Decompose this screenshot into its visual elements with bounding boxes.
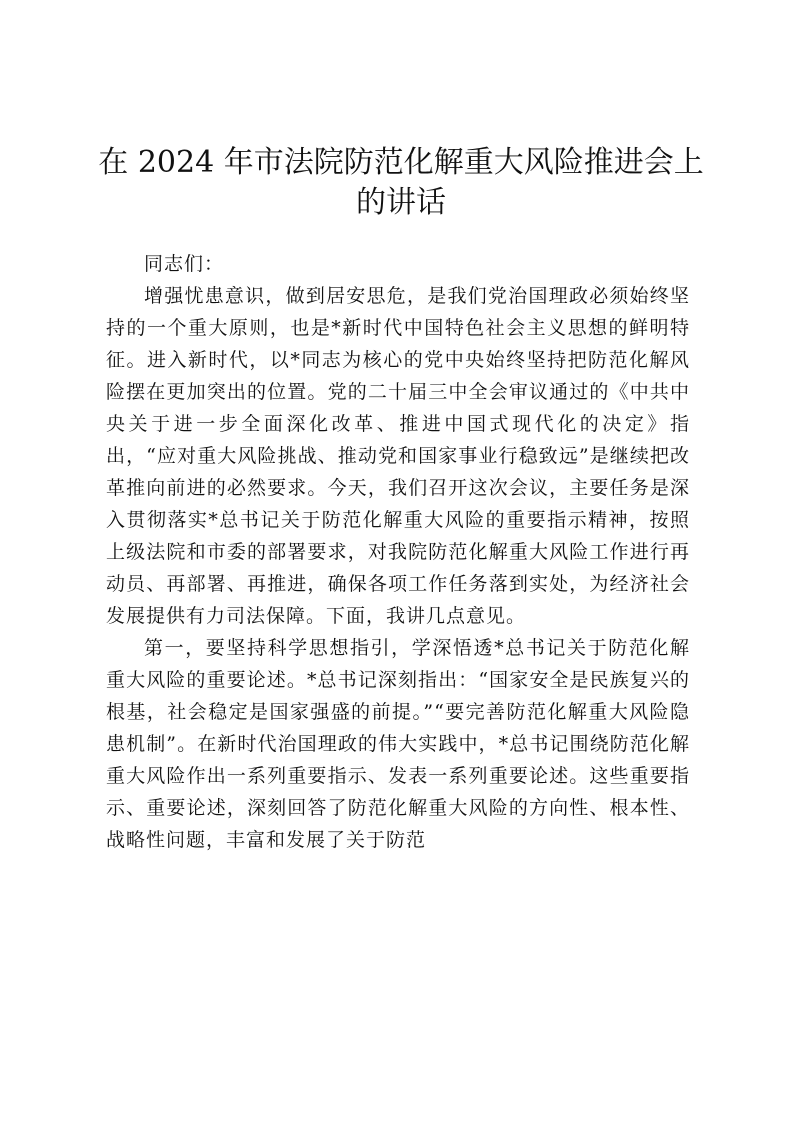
paragraph-1: 增强忧患意识，做到居安思危，是我们党治国理政必须始终坚持的一个重大原则，也是*新时代中国特色社会主义思想的鲜明特征。进入新时代，以*同志为核心的党中央始终坚持把防范化解风险摆在更加突出的位置。党的二十届三中全会审议通过的《中共中央关于进一步全面深化改革、推进中国式现代化的决定》指出，“应对重大风险挑战、推动党和国家事业行稳致远”是继续把改革推向前进的必然要求。今天，我们召开这次会议，主要任务是深入贯彻落实*总书记关于防范化解重大风险的重要指示精神，按照上级法院和市委的部署要求，对我院防范化解重大风险工作进行再动员、再部署、再推进，确保各项工作任务落到实处，为经济社会发展提供有力司法保障。下面，我讲几点意见。 [106, 285, 690, 627]
paragraph-2: 第一，要坚持科学思想指引，学深悟透*总书记关于防范化解重大风险的重要论述。*总书记深刻指出：“国家安全是民族复兴的根基，社会稳定是国家强盛的前提。”“要完善防范化解重大风险隐患机制”。在新时代治国理政的伟大实践中，*总书记围绕防范化解重大风险作出一系列重要指示、发表一系列重要论述。这些重要指示、重要论述，深刻回答了防范化解重大风险的方向性、根本性、战略性问题，丰富和发展了关于防范 [106, 637, 690, 851]
salutation: 同志们： [144, 253, 225, 275]
document-title [96, 143, 706, 223]
title-line-2: 的讲话 [356, 185, 446, 220]
document-body [106, 248, 690, 856]
title-line-1: 在 2024 年市法院防范化解重大风险推进会上 [98, 145, 704, 180]
